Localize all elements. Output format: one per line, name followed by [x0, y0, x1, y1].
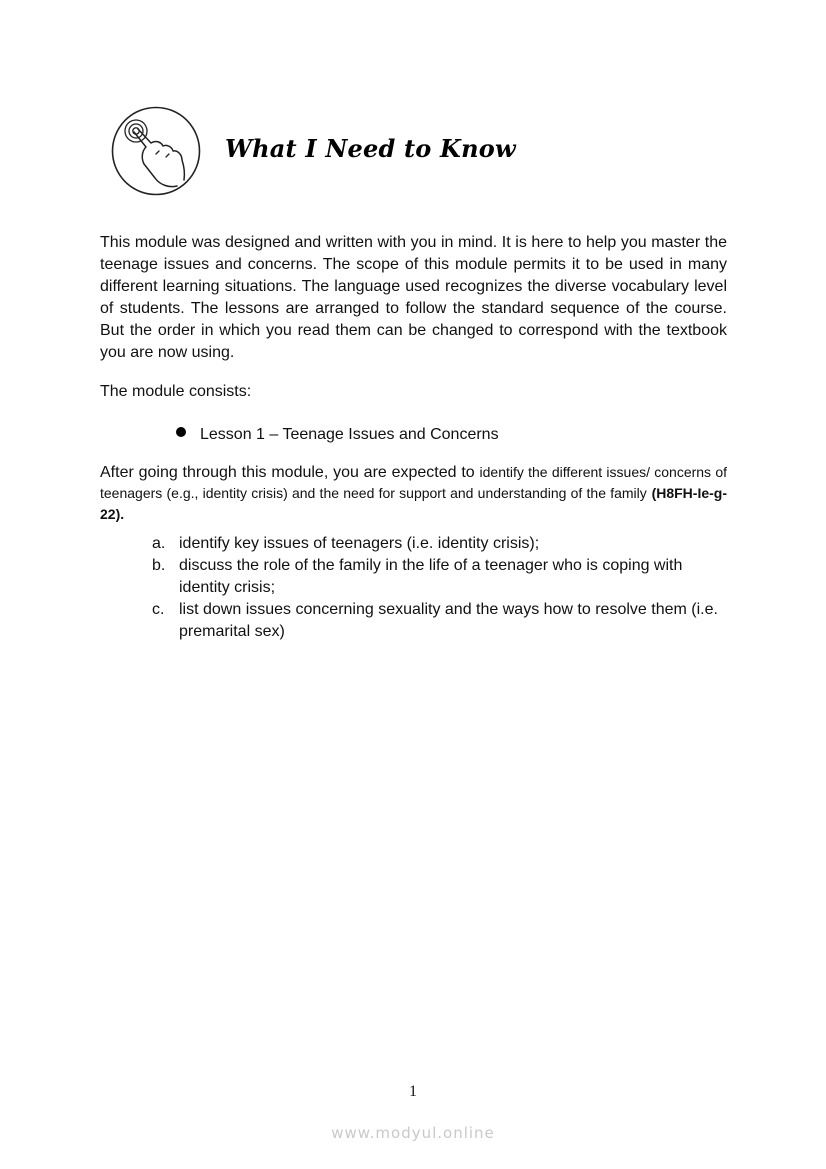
intro-paragraph: This module was designed and written with you in mind. It is here to help you master the teenage issues and concerns. The scope of this module permits it to be used in many different learning situations. The language used recognizes the diverse vocabulary level of students. The lessons are arranged to follow the standard sequence of the course. But the order in which you read them can be changed to correspond with the textbook you are now using.	[100, 234, 727, 361]
objective-item	[152, 599, 732, 643]
module-consists-label: The module consists:	[100, 383, 252, 400]
objective-marker: a.	[152, 535, 166, 552]
competency-code: (H8FH-Ie-g-22).	[100, 485, 727, 522]
bullet-icon	[176, 427, 186, 437]
objective-marker: c.	[152, 601, 165, 618]
objectives-intro	[100, 462, 727, 525]
objectives-list	[152, 533, 732, 643]
competency-text: identify the different issues/ concerns of teenagers (e.g., identity crisis) and the need for support and understanding of the family	[100, 464, 727, 501]
section-title: What I Need to Know	[225, 134, 516, 163]
objective-marker: b.	[152, 557, 166, 574]
objective-text: list down issues concerning sexuality and the ways how to resolve them (i.e. premarital sex)	[179, 601, 718, 640]
page-number: 1	[409, 1083, 417, 1100]
watermark: www.modyul.online	[331, 1124, 495, 1142]
pointing-hand-icon	[111, 106, 201, 196]
objectives-lead-line	[100, 462, 727, 525]
objective-text: discuss the role of the family in the life of a teenager who is coping with identity crisis;	[179, 557, 683, 596]
objective-item	[152, 555, 732, 599]
objectives-lead: After going through this module, you are expected to	[100, 464, 475, 481]
lesson-list-item	[176, 424, 499, 446]
lesson-label: Lesson 1 – Teenage Issues and Concerns	[200, 426, 499, 443]
objective-text: identify key issues of teenagers (i.e. identity crisis);	[179, 535, 540, 552]
objective-item	[152, 533, 732, 555]
